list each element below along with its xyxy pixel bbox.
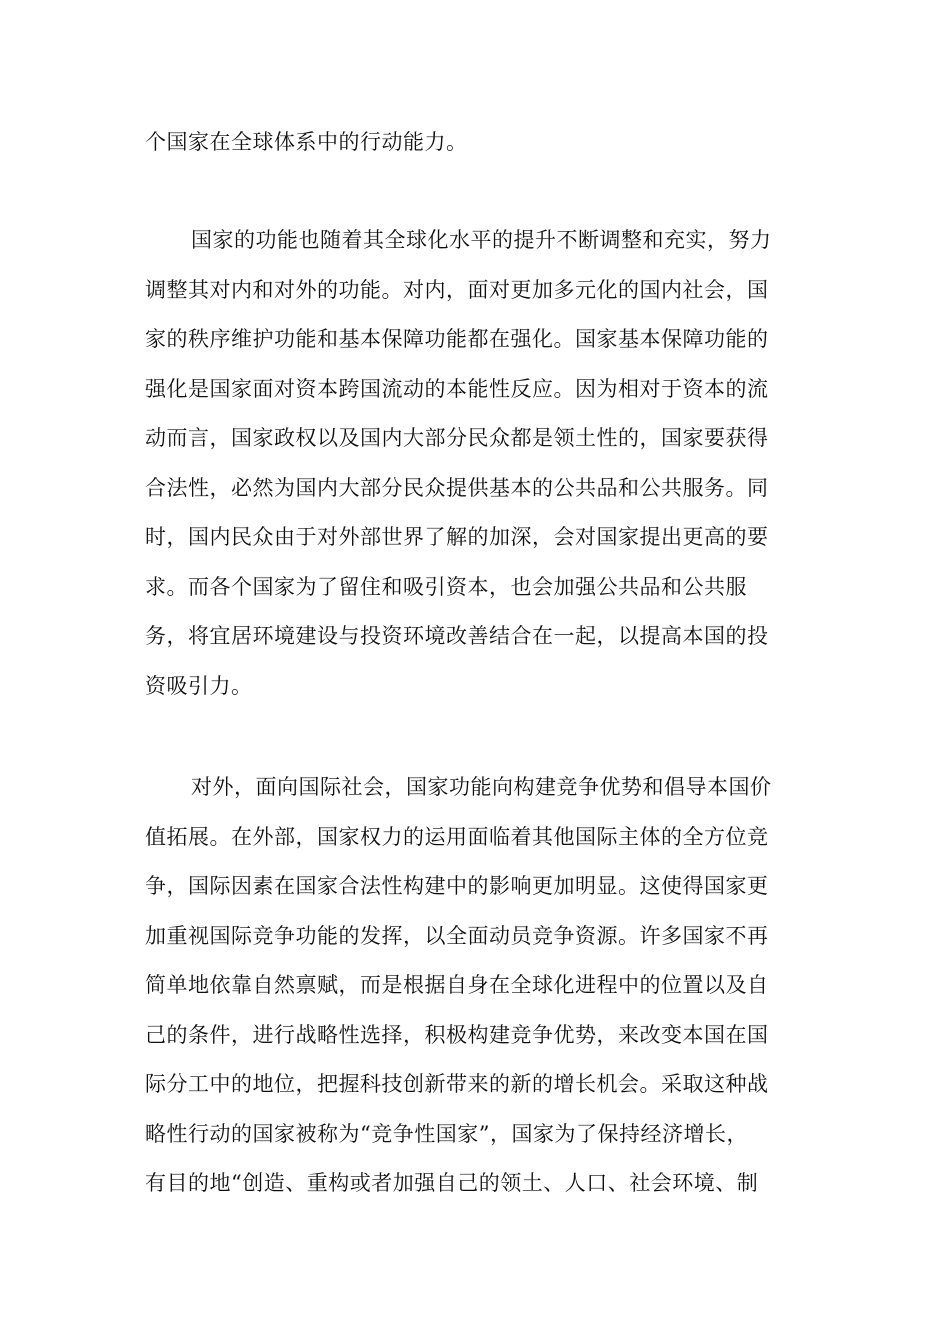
text-line: 合法性，必然为国内大部分民众提供基本的公共品和公共服务。同 bbox=[145, 475, 769, 500]
paragraph bbox=[145, 763, 795, 1209]
paragraph bbox=[145, 216, 795, 711]
text-line: 略性行动的国家被称为“竞争性国家”，国家为了保持经济增长， bbox=[145, 1121, 748, 1146]
text-line: 际分工中的地位，把握科技创新带来的新的增长机会。采取这种战 bbox=[145, 1072, 769, 1096]
text-line: 求。而各个国家为了留住和吸引资本，也会加强公共品和公共服 bbox=[145, 574, 747, 599]
text-line: 资吸引力。 bbox=[145, 673, 253, 698]
text-line: 己的条件，进行战略性选择，积极构建竞争优势，来改变本国在国 bbox=[145, 1022, 769, 1047]
text-line: 对外，面向国际社会，国家功能向构建竞争优势和倡导本国价 bbox=[191, 775, 772, 799]
text-line: 国家的功能也随着其全球化水平的提升不断调整和充实，努力 bbox=[191, 228, 772, 252]
text-line: 加重视国际竞争功能的发挥，以全面动员竞争资源。许多国家不再 bbox=[145, 923, 769, 948]
text-line: 动而言，国家政权以及国内大部分民众都是领土性的，国家要获得 bbox=[145, 426, 769, 450]
text-line: 调整其对内和对外的功能。对内，面对更加多元化的国内社会，国 bbox=[145, 277, 769, 302]
paragraph bbox=[145, 118, 795, 168]
text-line: 争，国际因素在国家合法性构建中的影响更加明显。这使得国家更 bbox=[145, 874, 769, 898]
text-line: 个国家在全球体系中的行动能力。 bbox=[145, 130, 468, 154]
text-line: 强化是国家面对资本跨国流动的本能性反应。因为相对于资本的流 bbox=[145, 376, 769, 401]
text-line: 有目的地“创造、重构或者加强自己的领土、人口、社会环境、制 bbox=[145, 1171, 759, 1195]
text-line: 家的秩序维护功能和基本保障功能都在强化。国家基本保障功能的 bbox=[145, 327, 769, 351]
text-line: 简单地依靠自然禀赋，而是根据自身在全球化进程中的位置以及自 bbox=[145, 973, 769, 997]
text-line: 务，将宜居环境建设与投资环境改善结合在一起，以提高本国的投 bbox=[145, 624, 769, 648]
text-line: 时，国内民众由于对外部世界了解的加深，会对国家提出更高的要 bbox=[145, 525, 769, 549]
text-line: 值拓展。在外部，国家权力的运用面临着其他国际主体的全方位竞 bbox=[145, 824, 769, 849]
